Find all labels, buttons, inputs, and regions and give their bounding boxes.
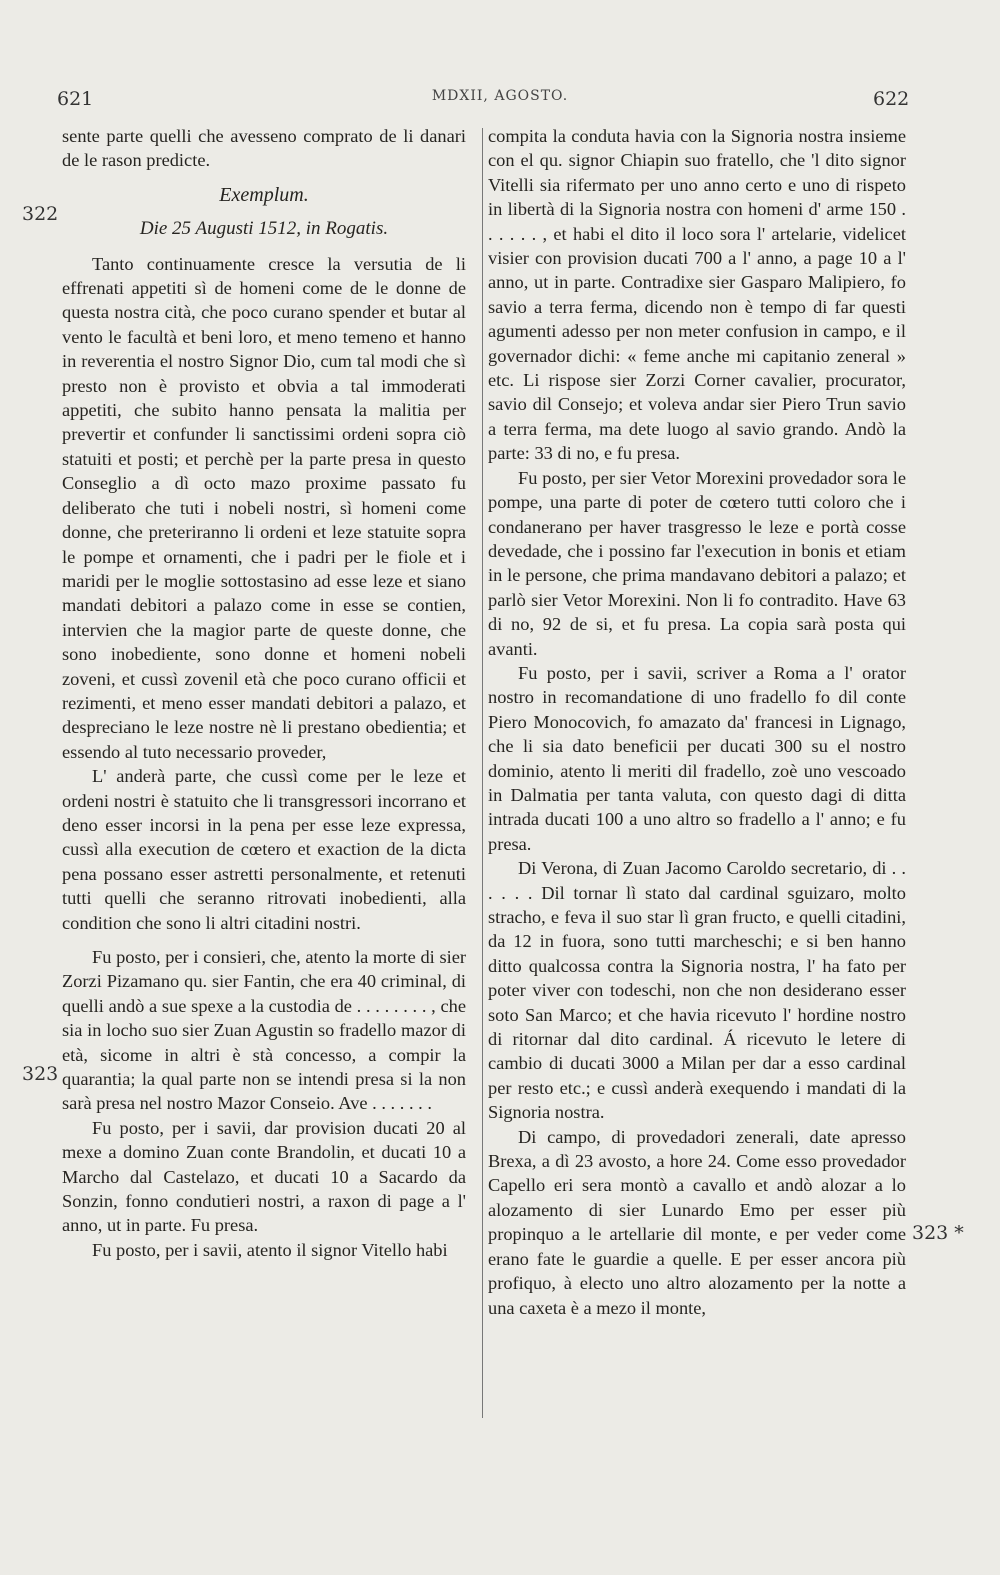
right-paragraph-4: Di Verona, di Zuan Jacomo Caroldo secretario, di . . . . . . Dil tornar lì stato dal cardinal sguizaro, molto stracho, e feva il suo star lì gran fructo, e quelli citadini, da 12 in fuora, sono tutti marcheschi; e si ben hanno ditto qualcossa contra la Signoria nostra, l' ha fato per poter viver con todeschi, non che non desiderano esser soto San Marco; et che havia ricevuto l' hordine nostro di ritornar dal dito cardinal. Á ricevuto le letere di cambio di ducati 3000 a Milan per dar a esso cardinal per resto etc.; e cussì anderà exequendo i mandati di la Signoria nostra.	[488, 858, 906, 1123]
page-number-left: 621	[57, 88, 94, 110]
page-number-right: 622	[873, 88, 910, 110]
section-title-exemplum: Exemplum.	[219, 183, 309, 206]
right-paragraph-1: compita la conduta havia con la Signoria nostra insieme con el qu. signor Chiapin suo fratello, che 'l dito signor Vitelli sia rifermato per uno anno certo e uno di rispeto in libertà di la Signoria nostra con homeni d' arme 150 . . . . . . , et habi el dito il loco sora l' artelarie, videlicet visier con provision ducati 700 a l' anno, a page 10 a l' anno, ut in parte. Contradixe sier Gasparo Malipiero, fo savio a terra ferma, dicendo non è tempo di far questi agumenti adesso per non meter confusion in campo, e il governador dichi: « feme anche mi capitanio zeneral » etc. Li rispose sier Zorzi Corner cavalier, procurator, savio dil Consejo; et voleva andar sier Piero Trun savio a terra ferma, ma dete luogo al savio grando. Andò la parte: 33 di no, e fu presa.	[488, 126, 906, 464]
right-paragraph-5: Di campo, di provedadori zenerali, date apresso Brexa, a dì 23 avosto, a hore 24. Come esso provedador Capello eri sera montò a cavallo et andò alozar a lo alozamento di sier Lunardo Emo per esser più propinquo a le artellarie dil monte, e per veder come erano fate le guardie a quelle. E per esser ancora più profiquo, à electo uno altro alozamento per la notte a una caxeta è a mezo il monte,	[488, 1126, 906, 1318]
left-paragraph-5: Fu posto, per i savii, dar provision ducati 20 al mexe a domino Zuan conte Brandolin, et ducati 10 a Marcho dal Castelazo, et ducati 10 a Sacardo da Sonzin, fonno condutieri nostri, a raxon di page a l' anno, ut in parte. Fu presa.	[62, 1117, 466, 1236]
left-paragraph-4: Fu posto, per i consieri, che, atento la morte di sier Zorzi Pizamano qu. sier Fantin, che era 40 criminal, di quelli andò a sue spexe a la custodia de . . . . . . . . , che sia in locho suo sier Zuan Agustin so fradello mazor di età, sicome in altri è stà concesso, a compir la quarantia; la qual parte non se intendi presa si la non sarà presa nel nostro Mazor Conseio. Ave . . . . . . .	[62, 947, 466, 1114]
right-paragraph-2: Fu posto, per sier Vetor Morexini provedador sora le pompe, una parte di poter de cœtero tutti coloro che i condanerano per haver trasgresso le leze e portà cosse devedade, che i possino far l'execution in bonis et etiam in le persone, che prima mandavano debitori a palazo; et parlò sier Vetor Morexini. Non li fo contradito. Have 63 di no, 92 de si, et fu presa. La copia sarà posta qui avanti.	[488, 467, 906, 659]
margin-number-322: 322	[22, 203, 59, 225]
left-paragraph-1: sente parte quelli che avesseno comprato de li danari de le rason predicte.	[62, 126, 466, 171]
running-header: MDXII, AGOSTO.	[431, 88, 569, 104]
right-column	[488, 124, 906, 1320]
left-paragraph-6: Fu posto, per i savii, atento il signor Vitello habi	[92, 1239, 448, 1260]
left-paragraph-2: Tanto continuamente cresce la versutia de li effrenati appetiti sì de homeni come de le donne de questa nostra cità, che poco curano spender et butar al vento le facultà et beni loro, et meno temeno et hanno in reverentia el nostro Signor Dio, cum tal modi che sì presto non è provisto et obvia a tal immoderati appetiti, che subito hanno pensata la malitia per prevertir et confunder li sanctissimi ordeni sopra ciò statuiti et posti; et perchè per la parte presa in questo Conseglio a dì octo mazo proxime passato fu deliberato che tuti i nobeli nostri, sì homeni come donne, che preteriranno li ordeni et leze statuite sopra le pompe et ornamenti, che i padri per le fiole et i maridi per le moglie sottostasino ad esse leze et siano mandati debitori a palazo come in esse se contien, intervien che la magior parte de queste donne, che sono inobediente, sono donne et homeni nobeli zoveni, et cussì zovenil età che poco curano officii et rezimenti, et meno esser mandati debitori a palazo, et despreciano le leze nostre nè li prestano obedientia; et essendo al tuto necessario proveder,	[62, 253, 466, 762]
right-paragraph-3: Fu posto, per i savii, scriver a Roma a l' orator nostro in recomandatione di uno fradello fo dil conte Piero Monocovich, fo amazato da' francesi in Lignago, che li sia dato beneficii per ducati 300 su el nostro dominio, atento li meriti dil fradello, zoè uno vescoado in Dalmatia per tanta valuta, con questo dagi di ditta intrada ducati 100 a uno altro so fradello a l' anno; e fu presa.	[488, 662, 906, 854]
column-divider	[482, 128, 483, 1418]
margin-number-323-star: 323 *	[912, 1222, 964, 1244]
left-paragraph-3: L' anderà parte, che cussì come per le leze et ordeni nostri è statuito che li transgressori incorrano et deno esser incorsi in la pena per esse leze expressa, cussì alla execution de cœtero et exaction de la dicta pena possano esser astretti personalmente, et retenuti tutti quelli che seranno ritrovati inobedienti, alla condition che sono li altri citadini nostri.	[62, 766, 466, 933]
left-column	[62, 124, 466, 1262]
margin-number-323: 323	[22, 1063, 59, 1085]
section-subtitle-date: Die 25 Augusti 1512, in Rogatis.	[139, 218, 389, 240]
